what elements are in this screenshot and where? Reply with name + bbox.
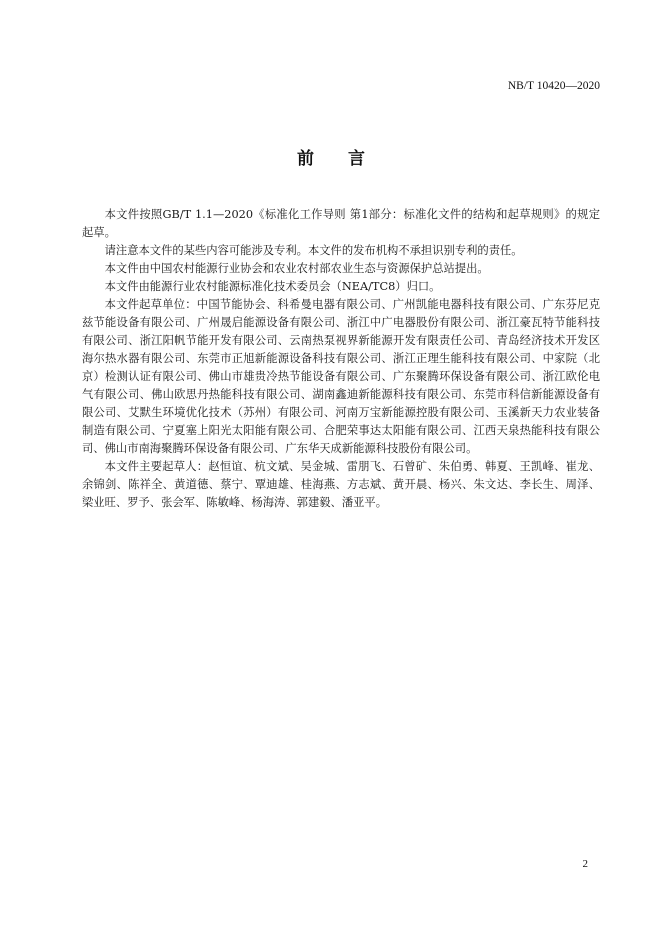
page-title: 前 言: [297, 149, 379, 169]
paragraph-patent-notice: 请注意本文件的某些内容可能涉及专利。本文件的发布机构不承担识别专利的责任。: [104, 244, 523, 257]
paragraph-drafters: 本文件主要起草人：赵恒谊、杭文斌、吴金城、雷朋飞、石曾矿、朱伯勇、韩夏、王凯峰、崔龙、余锦剑、陈祥全、黄道德、蔡宁、覃迪雄、桂海燕、方志斌、黄开晨、杨兴、朱文达、李长生、周泽、梁业旺、罗予、张会军、陈敏峰、杨海涛、郭建毅、潘亚平。: [82, 460, 600, 509]
page-number: 2: [582, 858, 588, 870]
paragraph-drafting-rules: 本文件按照GB/T 1.1—2020《标准化工作导则 第1部分：标准化文件的结构和起草规则》的规定起草。: [82, 208, 600, 239]
foreword-body: [82, 206, 600, 512]
paragraph-technical-committee: 本文件由能源行业农村能源标准化技术委员会（NEA/TC8）归口。: [104, 280, 441, 293]
paragraph-proposer: 本文件由中国农村能源行业协会和农业农村部农业生态与资源保护总站提出。: [104, 262, 489, 275]
paragraph-drafting-units: 本文件起草单位：中国节能协会、科希曼电器有限公司、广州凯能电器科技有限公司、广东芬尼克兹节能设备有限公司、广州晟启能源设备有限公司、浙江中广电器股份有限公司、浙江豪瓦特节能科技有限公司、浙江阳帆节能开发有限公司、云南热泵视界新能源开发有限责任公司、青岛经济技术开发区海尔热水器有限公司、东莞市正旭新能源设备科技有限公司、浙江正理生能科技有限公司、中家院（北京）检测认证有限公司、佛山市雄贵冷热节能设备有限公司、广东聚腾环保设备有限公司、浙江欧伦电气有限公司、佛山欧思丹热能科技有限公司、湖南鑫迪新能源科技有限公司、东莞市科信新能源设备有限公司、艾默生环境优化技术（苏州）有限公司、河南万宝新能源控股有限公司、玉溪新天力农业装备制造有限公司、宁夏塞上阳光太阳能有限公司、合肥荣事达太阳能有限公司、江西天泉热能科技有限公司、佛山市南海聚腾环保设备有限公司、广东华天成新能源科技股份有限公司。: [82, 298, 600, 455]
document-number: NB/T 10420—2020: [507, 80, 600, 92]
